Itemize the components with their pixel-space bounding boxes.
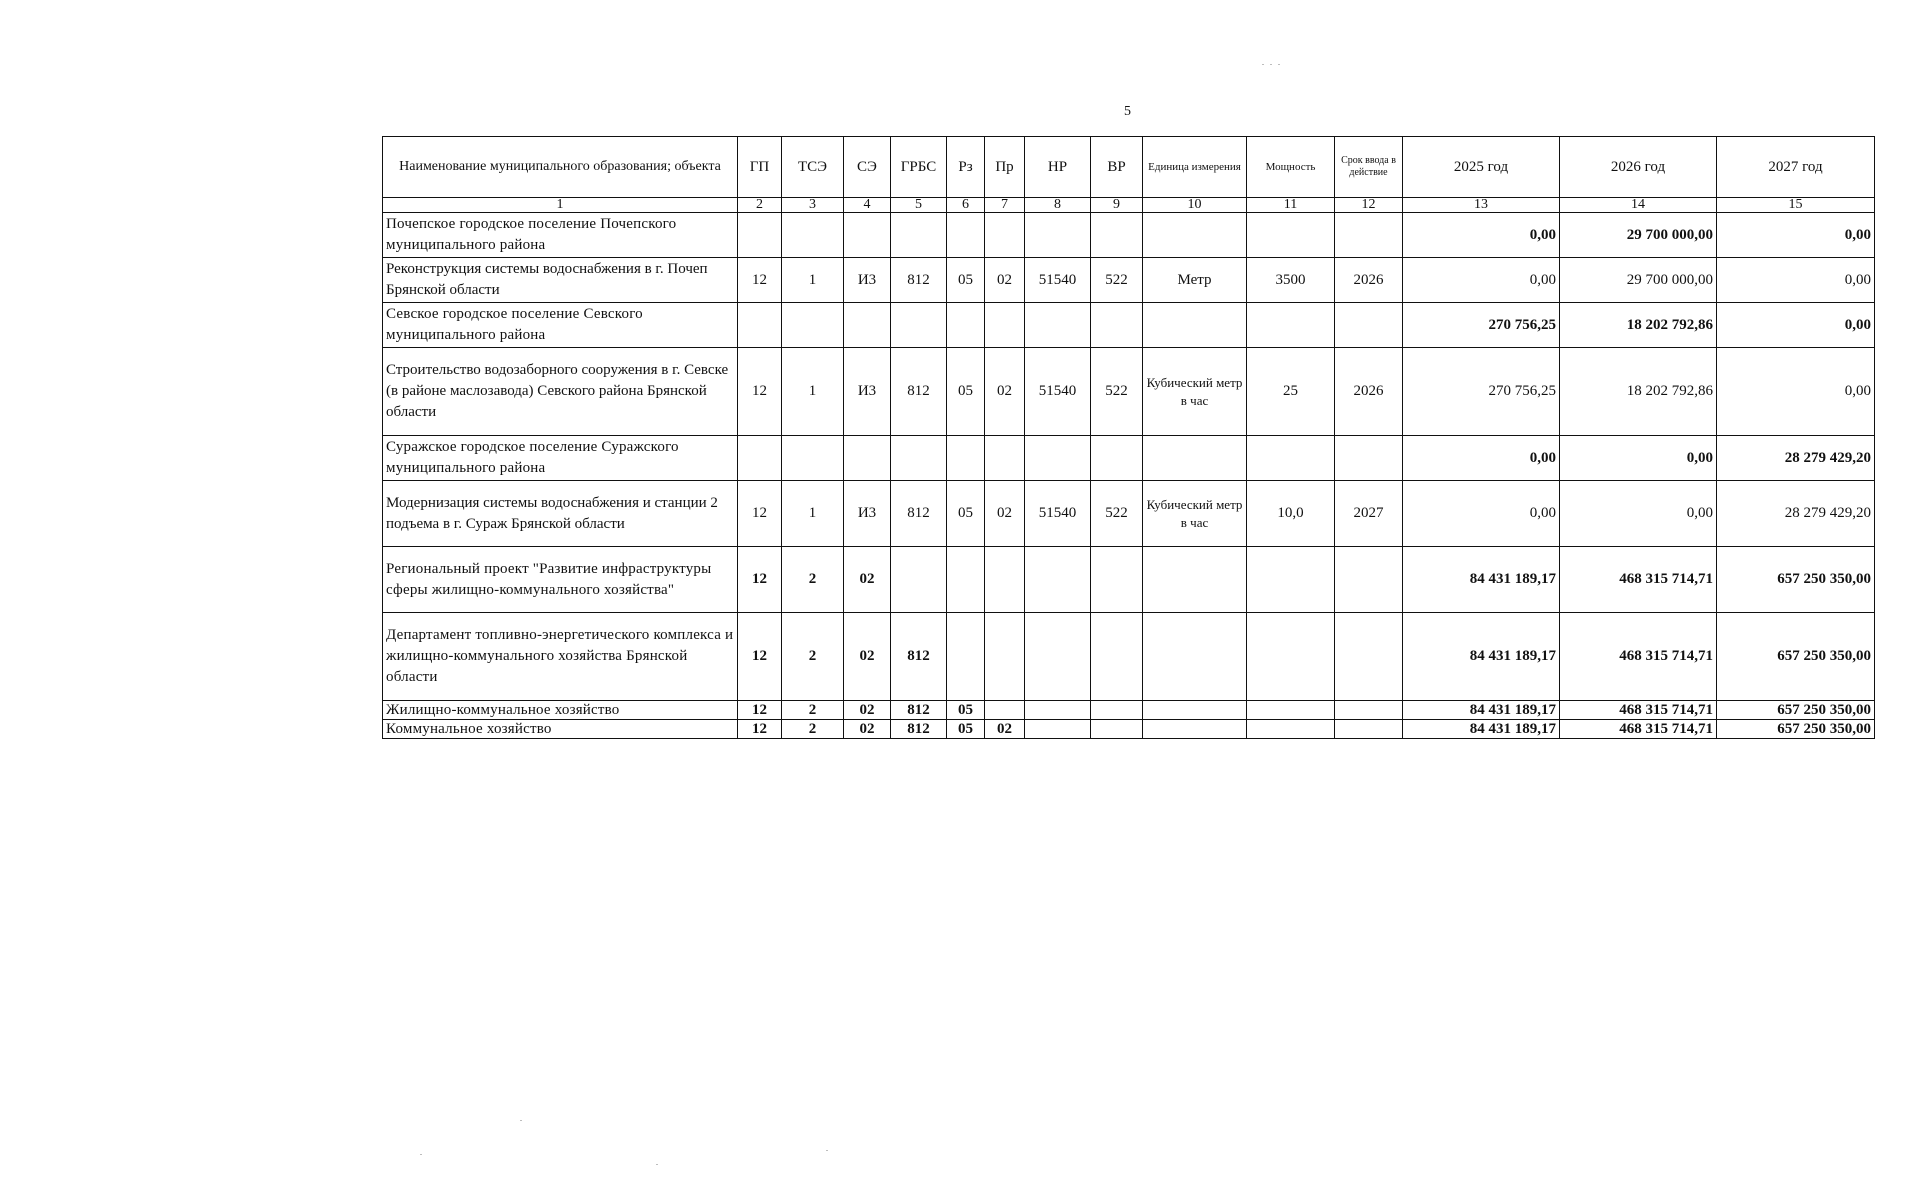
cell-nr bbox=[1025, 547, 1091, 613]
cell-2027: 0,00 bbox=[1717, 213, 1875, 258]
row-name: Почепское городское поселение Почепского муниципального района bbox=[383, 213, 738, 258]
cell-grbs: 812 bbox=[891, 348, 947, 436]
cell-nr bbox=[1025, 213, 1091, 258]
cell-tse: 1 bbox=[782, 258, 844, 303]
scan-speck bbox=[1278, 64, 1280, 65]
cell-unit bbox=[1143, 303, 1247, 348]
cell-term: 2026 bbox=[1335, 258, 1403, 303]
cell-gp: 12 bbox=[738, 258, 782, 303]
cell-power bbox=[1247, 701, 1335, 720]
cell-grbs bbox=[891, 436, 947, 481]
cell-2025: 84 431 189,17 bbox=[1403, 720, 1560, 739]
header-2027: 2027 год bbox=[1717, 137, 1875, 198]
cell-grbs: 812 bbox=[891, 613, 947, 701]
budget-table bbox=[382, 136, 1875, 739]
cell-unit bbox=[1143, 613, 1247, 701]
cell-tse bbox=[782, 436, 844, 481]
cell-2026: 468 315 714,71 bbox=[1560, 720, 1717, 739]
scan-speck bbox=[826, 1150, 828, 1151]
cell-tse: 2 bbox=[782, 613, 844, 701]
header-grbs: ГРБС bbox=[891, 137, 947, 198]
column-number: 5 bbox=[891, 198, 947, 213]
cell-2026: 18 202 792,86 bbox=[1560, 348, 1717, 436]
header-se: СЭ bbox=[844, 137, 891, 198]
cell-power bbox=[1247, 303, 1335, 348]
header-pr: Пр bbox=[985, 137, 1025, 198]
cell-2025: 0,00 bbox=[1403, 258, 1560, 303]
cell-2025: 0,00 bbox=[1403, 436, 1560, 481]
cell-power: 10,0 bbox=[1247, 481, 1335, 547]
cell-grbs: 812 bbox=[891, 720, 947, 739]
header-tse: ТСЭ bbox=[782, 137, 844, 198]
column-number: 8 bbox=[1025, 198, 1091, 213]
cell-tse: 2 bbox=[782, 701, 844, 720]
cell-grbs bbox=[891, 303, 947, 348]
table-row bbox=[383, 213, 1875, 258]
row-name: Суражское городское поселение Суражского муниципального района bbox=[383, 436, 738, 481]
scan-speck bbox=[420, 1154, 422, 1155]
cell-2025: 84 431 189,17 bbox=[1403, 613, 1560, 701]
cell-gp bbox=[738, 213, 782, 258]
cell-se bbox=[844, 213, 891, 258]
column-number: 14 bbox=[1560, 198, 1717, 213]
cell-rz bbox=[947, 303, 985, 348]
cell-pr bbox=[985, 613, 1025, 701]
cell-grbs: 812 bbox=[891, 481, 947, 547]
column-numbers-row bbox=[383, 198, 1875, 213]
cell-tse: 1 bbox=[782, 481, 844, 547]
row-name: Модернизация системы водоснабжения и станции 2 подъема в г. Сураж Брянской области bbox=[383, 481, 738, 547]
row-name: Жилищно-коммунальное хозяйство bbox=[383, 701, 738, 720]
cell-power bbox=[1247, 436, 1335, 481]
cell-rz: 05 bbox=[947, 481, 985, 547]
cell-grbs: 812 bbox=[891, 701, 947, 720]
cell-unit: Кубический метр в час bbox=[1143, 348, 1247, 436]
header-power: Мощность bbox=[1247, 137, 1335, 198]
row-name: Региональный проект "Развитие инфраструктуры сферы жилищно-коммунального хозяйства" bbox=[383, 547, 738, 613]
column-number: 11 bbox=[1247, 198, 1335, 213]
cell-2027: 0,00 bbox=[1717, 303, 1875, 348]
cell-se bbox=[844, 436, 891, 481]
cell-rz bbox=[947, 613, 985, 701]
cell-pr bbox=[985, 213, 1025, 258]
cell-2027: 28 279 429,20 bbox=[1717, 481, 1875, 547]
cell-2027: 657 250 350,00 bbox=[1717, 720, 1875, 739]
cell-term bbox=[1335, 213, 1403, 258]
cell-se: 02 bbox=[844, 701, 891, 720]
cell-tse: 2 bbox=[782, 547, 844, 613]
cell-nr bbox=[1025, 720, 1091, 739]
cell-vr bbox=[1091, 720, 1143, 739]
cell-vr bbox=[1091, 436, 1143, 481]
cell-tse: 2 bbox=[782, 720, 844, 739]
cell-power bbox=[1247, 720, 1335, 739]
cell-se bbox=[844, 303, 891, 348]
cell-power bbox=[1247, 213, 1335, 258]
column-number: 3 bbox=[782, 198, 844, 213]
cell-vr: 522 bbox=[1091, 348, 1143, 436]
header-term: Срок ввода в действие bbox=[1335, 137, 1403, 198]
cell-nr bbox=[1025, 303, 1091, 348]
cell-se: И3 bbox=[844, 348, 891, 436]
cell-gp: 12 bbox=[738, 613, 782, 701]
column-number: 12 bbox=[1335, 198, 1403, 213]
cell-rz: 05 bbox=[947, 258, 985, 303]
cell-unit bbox=[1143, 720, 1247, 739]
header-vr: ВР bbox=[1091, 137, 1143, 198]
cell-power bbox=[1247, 547, 1335, 613]
cell-pr bbox=[985, 547, 1025, 613]
table-row bbox=[383, 547, 1875, 613]
table-row bbox=[383, 436, 1875, 481]
column-number: 4 bbox=[844, 198, 891, 213]
header-name: Наименование муниципального образования; объекта bbox=[383, 137, 738, 198]
cell-pr: 02 bbox=[985, 348, 1025, 436]
cell-vr: 522 bbox=[1091, 481, 1143, 547]
cell-2026: 29 700 000,00 bbox=[1560, 213, 1717, 258]
cell-2026: 468 315 714,71 bbox=[1560, 701, 1717, 720]
cell-nr: 51540 bbox=[1025, 348, 1091, 436]
cell-2027: 657 250 350,00 bbox=[1717, 701, 1875, 720]
cell-grbs bbox=[891, 547, 947, 613]
cell-term bbox=[1335, 303, 1403, 348]
cell-nr: 51540 bbox=[1025, 258, 1091, 303]
header-nr: НР bbox=[1025, 137, 1091, 198]
cell-vr bbox=[1091, 547, 1143, 613]
cell-se: 02 bbox=[844, 720, 891, 739]
cell-rz bbox=[947, 436, 985, 481]
cell-2027: 657 250 350,00 bbox=[1717, 613, 1875, 701]
cell-term: 2027 bbox=[1335, 481, 1403, 547]
column-number: 7 bbox=[985, 198, 1025, 213]
cell-vr bbox=[1091, 303, 1143, 348]
cell-2026: 29 700 000,00 bbox=[1560, 258, 1717, 303]
row-name: Севское городское поселение Севского муниципального района bbox=[383, 303, 738, 348]
column-number: 1 bbox=[383, 198, 738, 213]
cell-unit bbox=[1143, 547, 1247, 613]
cell-pr: 02 bbox=[985, 720, 1025, 739]
cell-pr: 02 bbox=[985, 481, 1025, 547]
cell-rz bbox=[947, 213, 985, 258]
cell-nr bbox=[1025, 613, 1091, 701]
cell-2026: 0,00 bbox=[1560, 481, 1717, 547]
cell-tse: 1 bbox=[782, 348, 844, 436]
table-row bbox=[383, 701, 1875, 720]
cell-2025: 270 756,25 bbox=[1403, 348, 1560, 436]
cell-gp: 12 bbox=[738, 701, 782, 720]
cell-2026: 18 202 792,86 bbox=[1560, 303, 1717, 348]
cell-grbs: 812 bbox=[891, 258, 947, 303]
table-row bbox=[383, 720, 1875, 739]
row-name: Строительство водозаборного сооружения в г. Севске (в районе маслозавода) Севского района Брянской области bbox=[383, 348, 738, 436]
header-2026: 2026 год bbox=[1560, 137, 1717, 198]
cell-term bbox=[1335, 547, 1403, 613]
cell-term bbox=[1335, 613, 1403, 701]
table-row bbox=[383, 303, 1875, 348]
cell-vr: 522 bbox=[1091, 258, 1143, 303]
row-name: Департамент топливно-энергетического комплекса и жилищно-коммунального хозяйства Брянской области bbox=[383, 613, 738, 701]
column-number: 2 bbox=[738, 198, 782, 213]
cell-pr: 02 bbox=[985, 258, 1025, 303]
cell-se: 02 bbox=[844, 547, 891, 613]
scan-speck bbox=[656, 1164, 658, 1165]
cell-tse bbox=[782, 303, 844, 348]
cell-rz: 05 bbox=[947, 720, 985, 739]
cell-term bbox=[1335, 720, 1403, 739]
cell-pr bbox=[985, 436, 1025, 481]
cell-pr bbox=[985, 303, 1025, 348]
cell-nr bbox=[1025, 701, 1091, 720]
cell-power: 3500 bbox=[1247, 258, 1335, 303]
row-name: Коммунальное хозяйство bbox=[383, 720, 738, 739]
cell-se: И3 bbox=[844, 481, 891, 547]
column-number: 15 bbox=[1717, 198, 1875, 213]
cell-gp: 12 bbox=[738, 547, 782, 613]
cell-power bbox=[1247, 613, 1335, 701]
cell-rz: 05 bbox=[947, 348, 985, 436]
cell-unit: Кубический метр в час bbox=[1143, 481, 1247, 547]
cell-2025: 270 756,25 bbox=[1403, 303, 1560, 348]
cell-2025: 84 431 189,17 bbox=[1403, 701, 1560, 720]
cell-term bbox=[1335, 436, 1403, 481]
cell-2025: 0,00 bbox=[1403, 481, 1560, 547]
cell-2027: 0,00 bbox=[1717, 348, 1875, 436]
cell-gp: 12 bbox=[738, 481, 782, 547]
scan-speck bbox=[520, 1120, 522, 1121]
cell-unit bbox=[1143, 436, 1247, 481]
cell-term bbox=[1335, 701, 1403, 720]
column-number: 13 bbox=[1403, 198, 1560, 213]
cell-power: 25 bbox=[1247, 348, 1335, 436]
cell-vr bbox=[1091, 701, 1143, 720]
header-gp: ГП bbox=[738, 137, 782, 198]
table-header-row bbox=[383, 137, 1875, 198]
cell-grbs bbox=[891, 213, 947, 258]
cell-nr bbox=[1025, 436, 1091, 481]
table-row bbox=[383, 481, 1875, 547]
cell-gp: 12 bbox=[738, 720, 782, 739]
page-number: 5 bbox=[1124, 104, 1131, 119]
cell-rz bbox=[947, 547, 985, 613]
cell-unit bbox=[1143, 701, 1247, 720]
cell-se: 02 bbox=[844, 613, 891, 701]
cell-2027: 657 250 350,00 bbox=[1717, 547, 1875, 613]
cell-pr bbox=[985, 701, 1025, 720]
column-number: 9 bbox=[1091, 198, 1143, 213]
table-row bbox=[383, 258, 1875, 303]
cell-2026: 0,00 bbox=[1560, 436, 1717, 481]
cell-2026: 468 315 714,71 bbox=[1560, 613, 1717, 701]
cell-rz: 05 bbox=[947, 701, 985, 720]
cell-2025: 0,00 bbox=[1403, 213, 1560, 258]
cell-gp bbox=[738, 303, 782, 348]
cell-2027: 28 279 429,20 bbox=[1717, 436, 1875, 481]
scan-speck bbox=[1270, 64, 1272, 65]
header-unit: Единица измерения bbox=[1143, 137, 1247, 198]
column-number: 6 bbox=[947, 198, 985, 213]
scan-speck bbox=[1262, 64, 1264, 65]
cell-2026: 468 315 714,71 bbox=[1560, 547, 1717, 613]
table-row bbox=[383, 613, 1875, 701]
cell-gp: 12 bbox=[738, 348, 782, 436]
cell-nr: 51540 bbox=[1025, 481, 1091, 547]
column-number: 10 bbox=[1143, 198, 1247, 213]
cell-term: 2026 bbox=[1335, 348, 1403, 436]
cell-tse bbox=[782, 213, 844, 258]
table-row bbox=[383, 348, 1875, 436]
header-2025: 2025 год bbox=[1403, 137, 1560, 198]
cell-2027: 0,00 bbox=[1717, 258, 1875, 303]
cell-unit bbox=[1143, 213, 1247, 258]
row-name: Реконструкция системы водоснабжения в г. Почеп Брянской области bbox=[383, 258, 738, 303]
cell-gp bbox=[738, 436, 782, 481]
cell-vr bbox=[1091, 613, 1143, 701]
header-rz: Рз bbox=[947, 137, 985, 198]
cell-vr bbox=[1091, 213, 1143, 258]
cell-2025: 84 431 189,17 bbox=[1403, 547, 1560, 613]
cell-unit: Метр bbox=[1143, 258, 1247, 303]
cell-se: И3 bbox=[844, 258, 891, 303]
